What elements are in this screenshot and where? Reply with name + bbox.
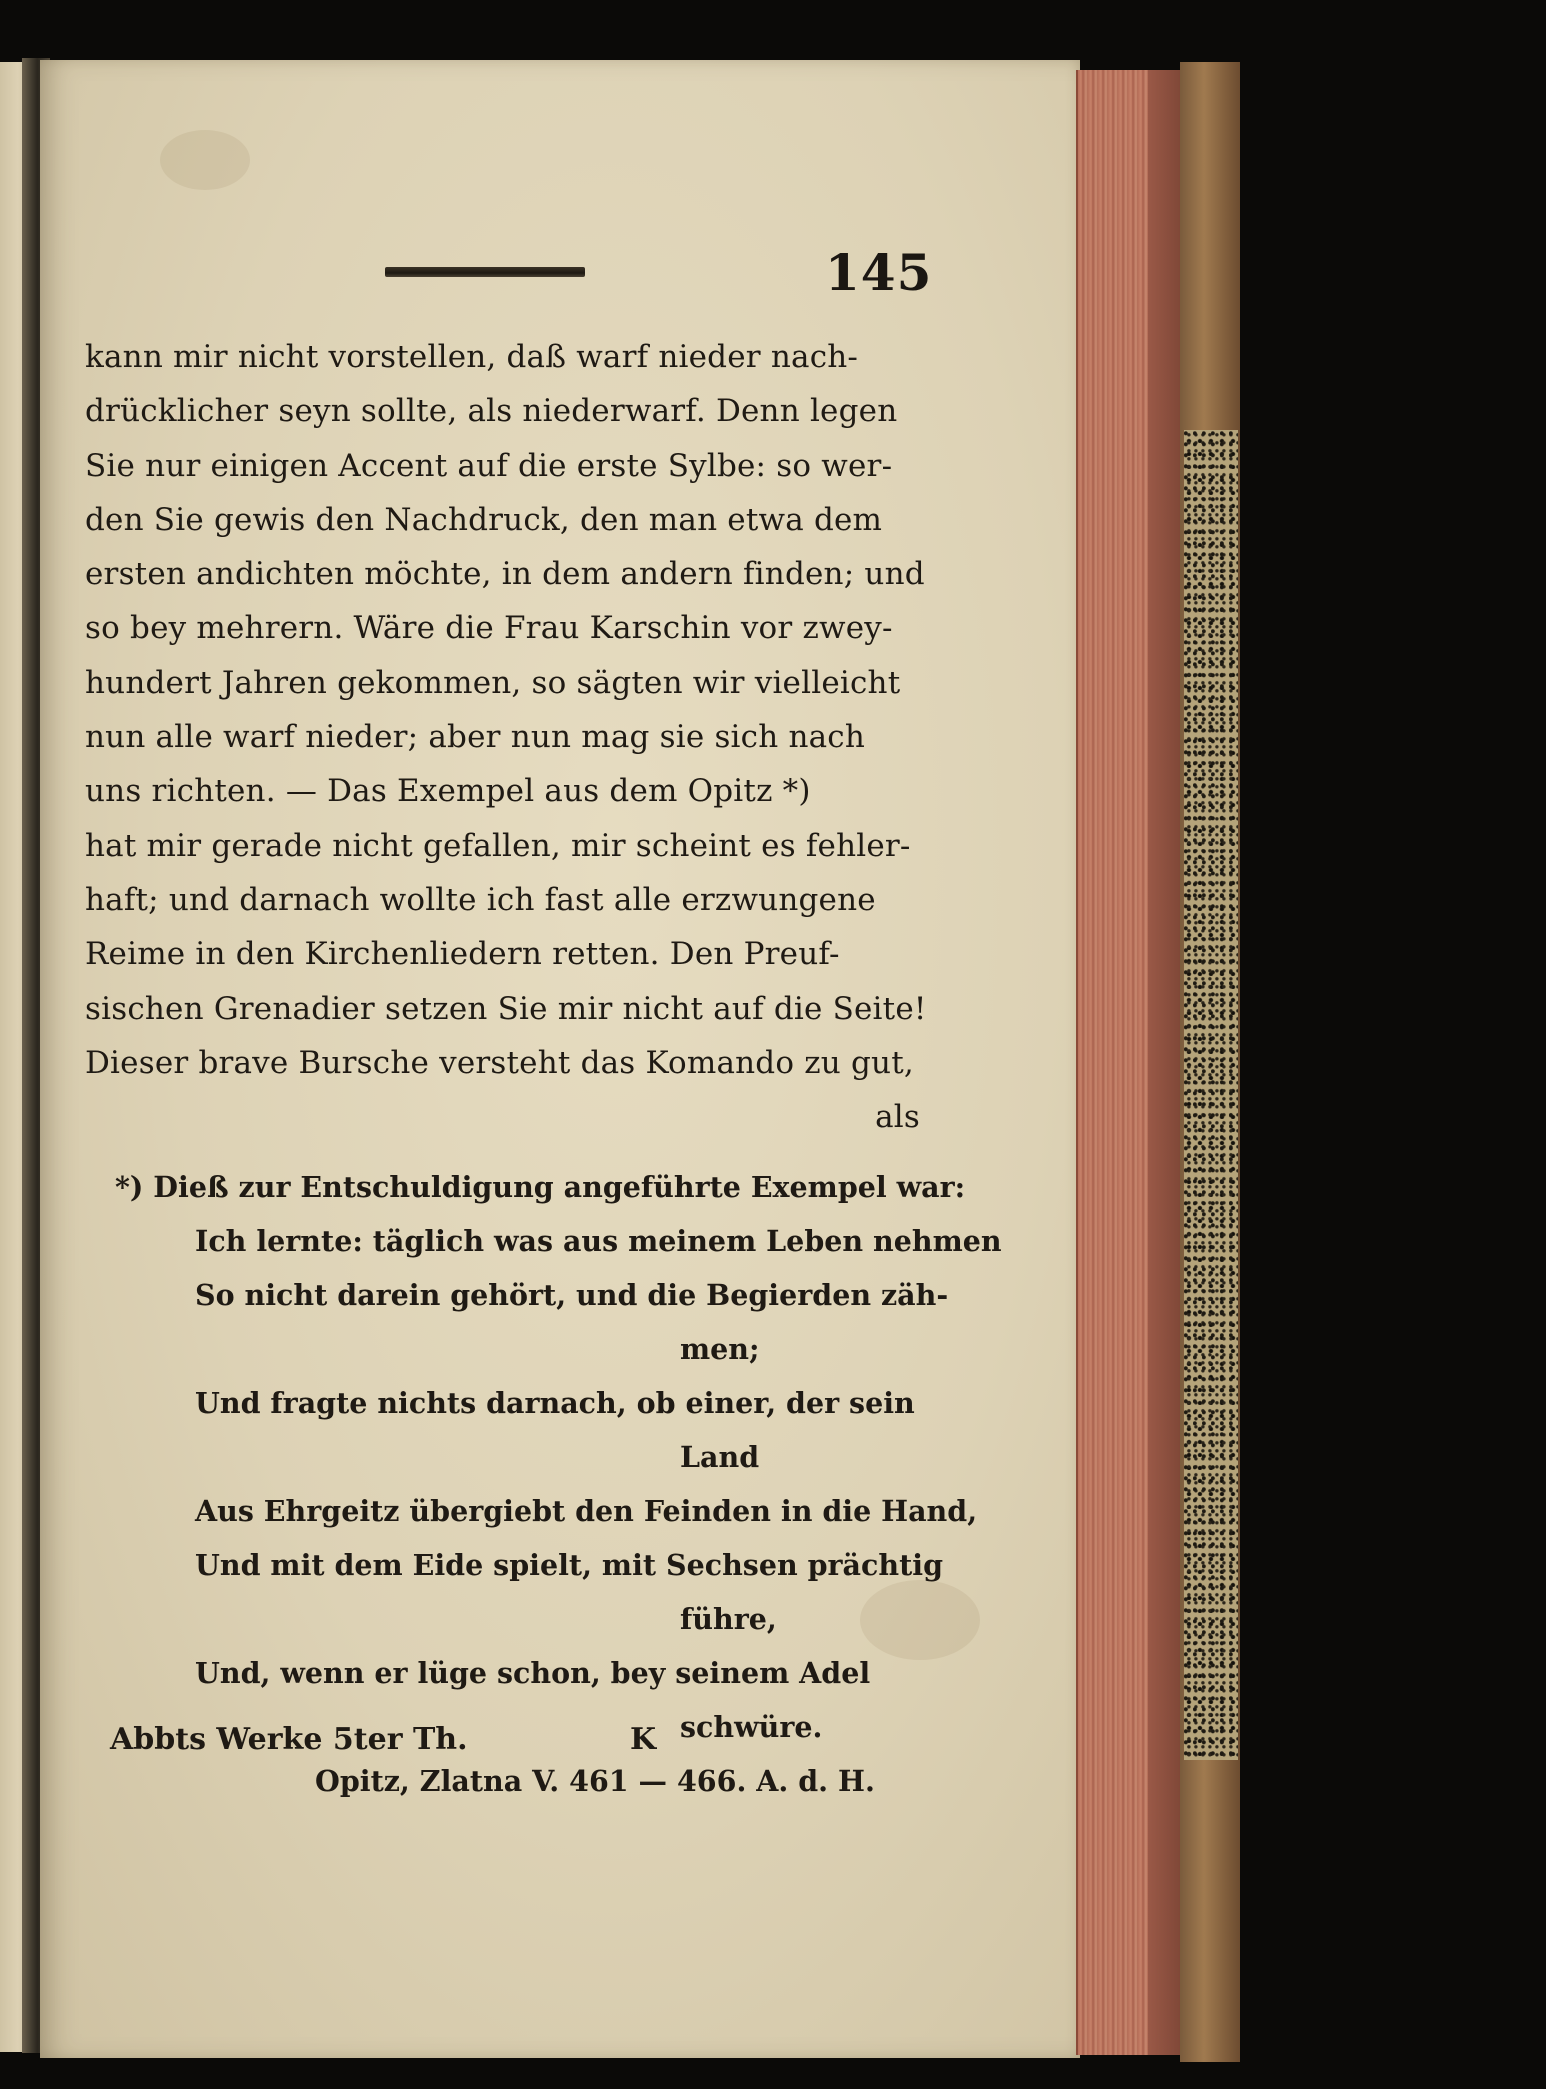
text-line: Dieser brave Bursche versteht das Komando zu gut, — [85, 1044, 914, 1081]
signature-letter: K — [630, 1722, 657, 1757]
footnote-citation: Opitz, Zlatna V. 461 — 466. A. d. H. — [315, 1764, 875, 1798]
footnote-line: So nicht darein gehört, und die Begierden zäh- — [195, 1278, 949, 1312]
text-line: so bey mehrern. Wäre die Frau Karschin vor zwey- — [85, 610, 893, 647]
text-line: sischen Grenadier setzen Sie mir nicht auf die Seite! — [85, 990, 927, 1027]
page-number: 145 — [825, 243, 933, 302]
paper-stain — [160, 130, 250, 190]
footnote-line: Und mit dem Eide spielt, mit Sechsen prächtig — [195, 1548, 944, 1582]
text-line: kann mir nicht vorstellen, daß warf nieder nach- — [85, 339, 859, 375]
page-edges — [1076, 70, 1184, 2055]
text-line: ersten andichten möchte, in dem andern finden; und — [85, 556, 925, 593]
text-line: uns richten. — Das Exempel aus dem Opitz *) — [85, 773, 811, 810]
body-text — [85, 330, 927, 1144]
footnote-line: Und, wenn er lüge schon, bey seinem Adel — [195, 1656, 871, 1690]
text-line: Sie nur einigen Accent auf die erste Sylbe: so wer- — [85, 447, 893, 484]
text-line: hat mir gerade nicht gefallen, mir scheint es fehler- — [85, 827, 911, 864]
footnote-line: führe, — [680, 1602, 777, 1636]
footnote-line: schwüre. — [680, 1710, 823, 1744]
text-line: den Sie gewis den Nachdruck, den man etwa dem — [85, 501, 883, 538]
text-line: haft; und darnach wollte ich fast alle erzwungene — [85, 881, 876, 918]
footnote-line: Land — [680, 1440, 760, 1474]
text-line: drücklicher seyn sollte, als niederwarf. Denn legen — [85, 393, 898, 430]
footnote-line: Aus Ehrgeitz übergiebt den Feinden in die Hand, — [195, 1494, 978, 1528]
footnote-line: Und fragte nichts darnach, ob einer, der sein — [195, 1386, 915, 1420]
text-line: hundert Jahren gekommen, so sägten wir vielleicht — [85, 664, 901, 701]
running-head — [385, 243, 950, 302]
footnote-line: Ich lernte: täglich was aus meinem Leben nehmen — [195, 1224, 1002, 1258]
head-rule — [385, 267, 585, 277]
footnote-line: *) Dieß zur Entschuldigung angeführte Exempel war: — [115, 1170, 966, 1204]
signature-line — [110, 1710, 910, 1770]
footnote-line: men; — [680, 1332, 760, 1366]
cover-marbling — [1184, 430, 1238, 1760]
signature-work-title: Abbts Werke 5ter Th. — [110, 1722, 468, 1757]
catchword: als — [875, 1099, 920, 1136]
text-line: Reime in den Kirchenliedern retten. Den Preuf- — [85, 936, 840, 973]
text-line: nun alle warf nieder; aber nun mag sie sich nach — [85, 719, 866, 756]
